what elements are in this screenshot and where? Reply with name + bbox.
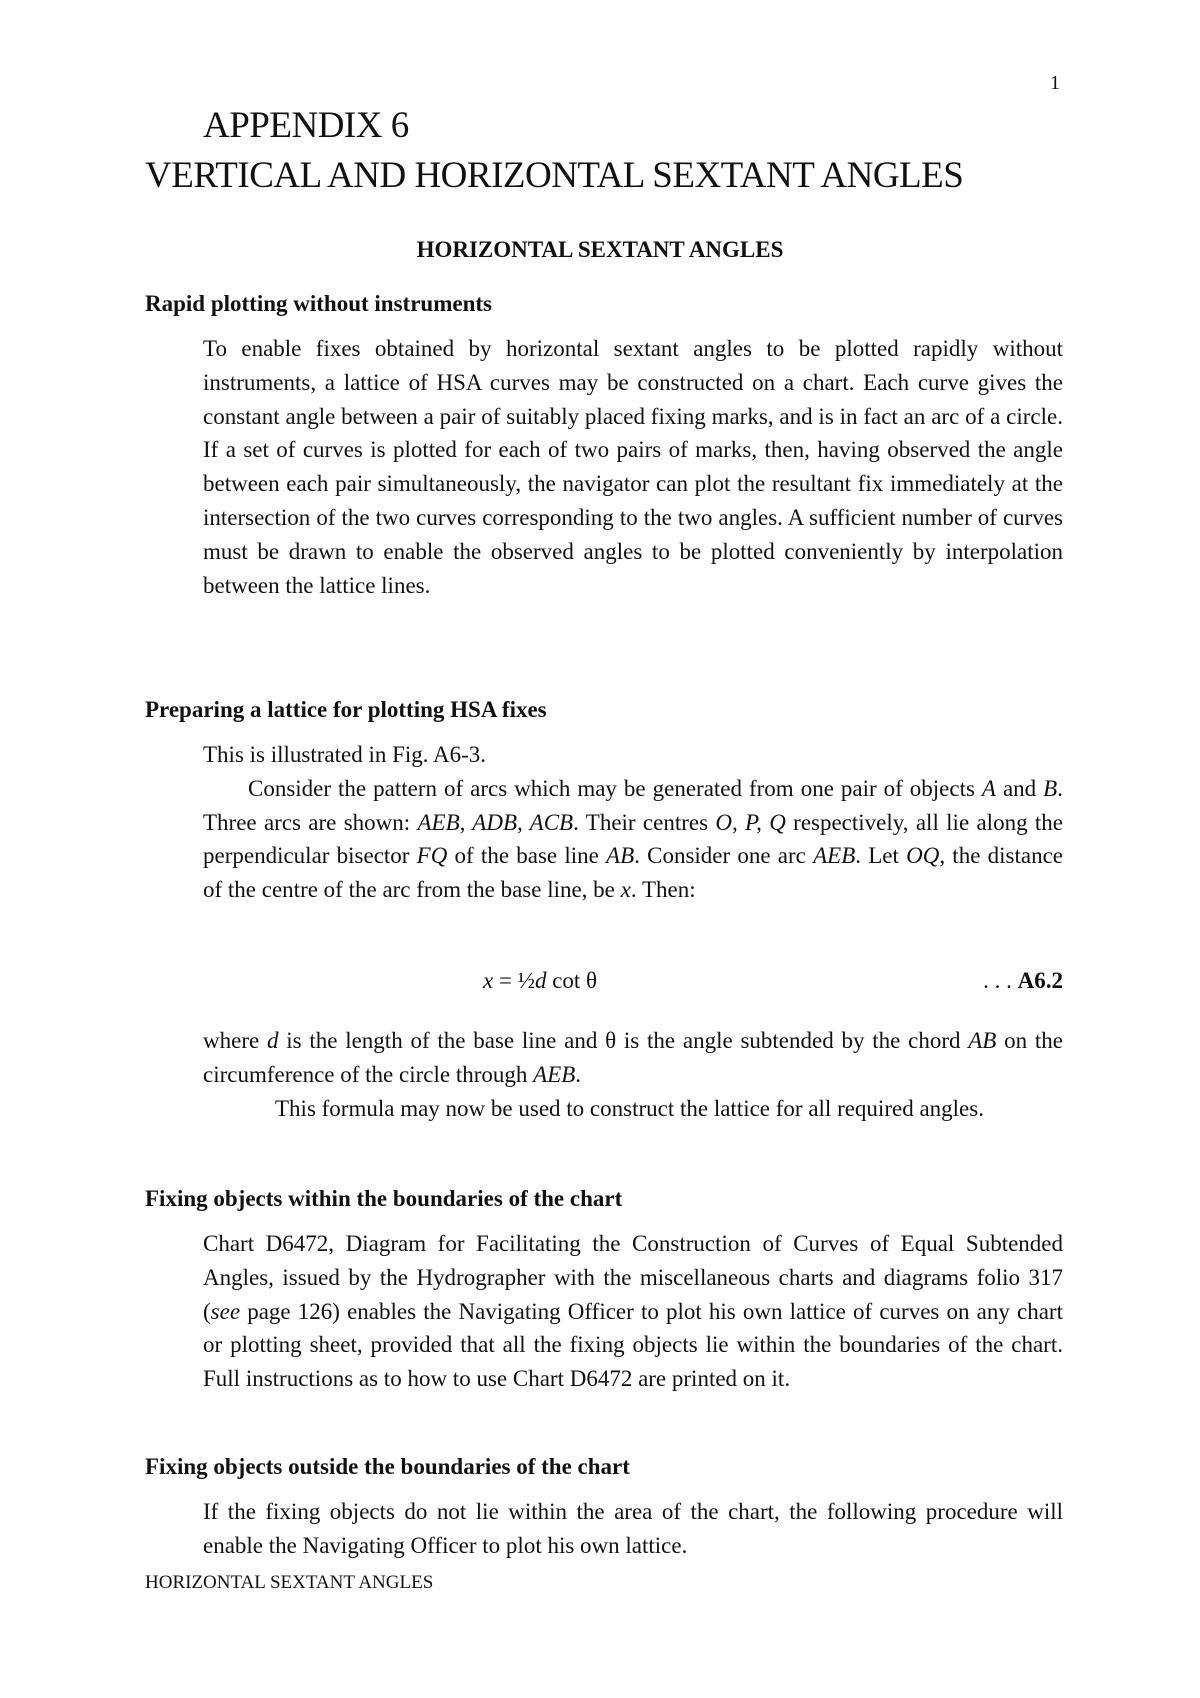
appendix-label: APPENDIX 6	[203, 105, 409, 146]
paragraph-text: To enable fixes obtained by horizontal sextant angles to be plotted rapidly without instruments, a lattice of HSA curves may be constructed on a chart. Each curve gives the constant angle between a pair of suitably placed fixing marks, and is in fact an arc of a circle. If a set of curves is plotted for each of two pairs of marks, then, having observed the angle between each pair simultaneously, the navigator can plot the resultant fix immediately at the intersection of the two curves corresponding to the two angles. A sufficient number of curves must be drawn to enable the observed angles to be plotted conveniently by interpolation between the lattice lines.	[203, 336, 1063, 598]
section-title: HORIZONTAL SEXTANT ANGLES	[416, 237, 784, 262]
paragraph-outside-boundaries	[203, 1495, 1063, 1563]
arcs-paragraph: Consider the pattern of arcs which may be generated from one pair of objects A and B. Three arcs are shown: AEB, ADB, ACB. Their centres O, P, Q respectively, all lie along the perpendicular bisector FQ of the base line AB. Consider one arc AEB. Let OQ, the distance of the centre of the arc from the base line, be x. Then:	[203, 775, 1063, 903]
formula-a6-2: x = ½d cot θ	[483, 968, 598, 993]
equation-reference: . . . A6.2	[983, 968, 1063, 993]
page-number: 1	[1050, 72, 1060, 94]
paragraph-rapid-plotting	[203, 332, 1063, 602]
paragraph-formula-explanation	[203, 1024, 1063, 1125]
paragraph-text: If the fixing objects do not lie within the area of the chart, the following procedure will enable the Navigating Officer to plot his own lattice.	[203, 1499, 1063, 1558]
paragraph-text: Chart D6472, Diagram for Facilitating the Construction of Curves of Equal Subtended Angles, issued by the Hydrographer with the miscellaneous charts and diagrams folio 317 (see page 126) enables the Navigating Officer to plot his own lattice of curves on any chart or plotting sheet, provided that all the fixing objects lie within the boundaries of the chart. Full instructions as to how to use Chart D6472 are printed on it.	[203, 1231, 1063, 1392]
page-title: VERTICAL AND HORIZONTAL SEXTANT ANGLES	[145, 155, 964, 196]
page-footer: HORIZONTAL SEXTANT ANGLES	[145, 1572, 434, 1593]
heading-outside-boundaries: Fixing objects outside the boundaries of the chart	[145, 1454, 630, 1479]
paragraph-preparing-lattice	[203, 738, 1063, 907]
heading-rapid-plotting: Rapid plotting without instruments	[145, 291, 492, 316]
figure-reference: This is illustrated in Fig. A6-3.	[203, 742, 487, 767]
formula-use-text: This formula may now be used to construct the lattice for all required angles.	[275, 1095, 984, 1121]
paragraph-within-boundaries	[203, 1227, 1063, 1396]
where-text: where d is the length of the base line and θ is the angle subtended by the chord AB on the circumference of the circle through AEB.	[203, 1028, 1063, 1087]
heading-preparing-lattice: Preparing a lattice for plotting HSA fixes	[145, 697, 547, 722]
heading-within-boundaries: Fixing objects within the boundaries of the chart	[145, 1186, 623, 1211]
